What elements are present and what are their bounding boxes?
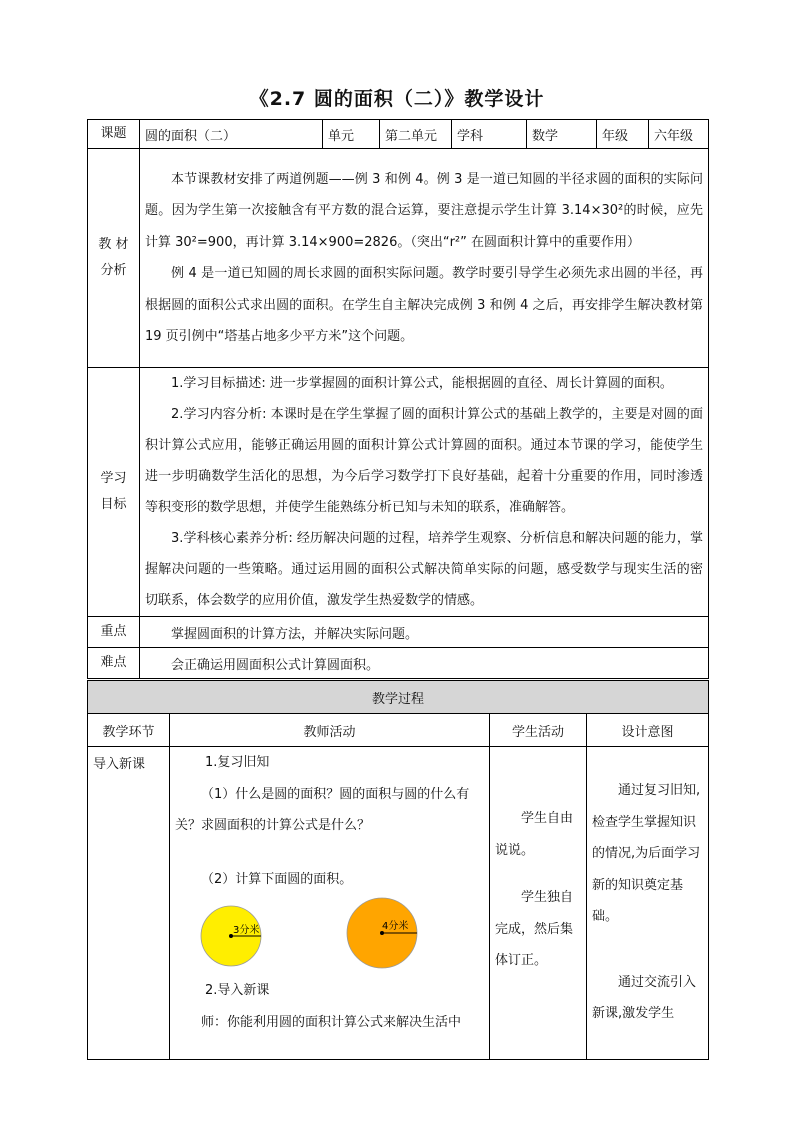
topic-label: 课题: [88, 120, 140, 149]
difficulty-text: 会正确运用圆面积公式计算圆面积。: [140, 648, 709, 679]
col-stage: 教学环节: [88, 714, 170, 747]
student-activity-2: 学生独自完成，然后集体订正。: [495, 890, 574, 968]
subject-label: 学科: [452, 120, 527, 149]
circle1-label: 3分米: [233, 925, 260, 936]
goals-content: [140, 368, 709, 617]
analysis-paragraph-2: 例 4 是一道已知圆的周长求圆的面积实际问题。教学时要引导学生必须先求出圆的半径，再根据圆的面积公式求出圆的面积。在学生自主解决完成例 3 和例 4 之后，再安排学生解决教材第 19 页引例中“塔基占地多少平方米”这个问题。: [145, 266, 703, 344]
student-cell: [490, 747, 587, 1060]
process-title: 教学过程: [88, 681, 709, 714]
process-title-row: [88, 681, 709, 714]
unit-label: 单元: [323, 120, 380, 149]
col-student: 学生活动: [490, 714, 587, 747]
analysis-label-line1: 教 材: [98, 237, 129, 252]
goals-label-line2: 目标: [100, 497, 127, 512]
process-table: [87, 680, 709, 1060]
stage-cell: [88, 747, 170, 1060]
analysis-label: [88, 149, 140, 368]
circle-figures: [175, 895, 484, 975]
info-table: [87, 119, 709, 679]
circle2-label: 4分米: [382, 921, 409, 932]
spacer: [592, 933, 703, 967]
analysis-content: [140, 149, 709, 368]
key-point-label: 重点: [88, 617, 140, 648]
goal-3: 3.学科核心素养分析: 经历解决问题的过程，培养学生观察、分析信息和解决问题的能力，掌握解决问题的一些策略。通过运用圆的面积公式解决简单实际的问题，感受数学与现实生活的密切联系，体会数学的应用价值，激发学生热爱数学的情感。: [145, 531, 703, 608]
goals-row: [88, 368, 709, 617]
grade-label: 年级: [597, 120, 649, 149]
spacer: [592, 747, 703, 775]
difficulty-row: [88, 648, 709, 679]
difficulty-label: 难点: [88, 648, 140, 679]
intent-cell: [587, 747, 709, 1060]
grade-value: 六年级: [649, 120, 709, 149]
student-activity-1: 学生自由说说。: [495, 811, 574, 858]
intent-1: 通过复习旧知,检查学生掌握知识的情况,为后面学习新的知识奠定基础。: [592, 783, 701, 924]
analysis-paragraph-1: 本节课教材安排了两道例题——例 3 和例 4。例 3 是一道已知圆的半径求圆的面积的实际问题。因为学生第一次接触含有平方数的混合运算，要注意提示学生计算 3.14×30²的时候，应先计算 30²=900，再计算 3.14×900=2826。（突出“r²” 在圆面积计算中的重要作用）: [145, 171, 703, 250]
process-header-row: [88, 714, 709, 747]
circles-svg: [175, 895, 475, 975]
teacher-line-1: 1.复习旧知: [205, 755, 270, 770]
topic-value: 圆的面积（二）: [140, 120, 323, 149]
header-row: [88, 120, 709, 149]
col-intent: 设计意图: [587, 714, 709, 747]
teacher-line-3: （2）计算下面圆的面积。: [201, 871, 353, 887]
process-body-row: [88, 747, 709, 1060]
analysis-row: [88, 149, 709, 368]
page-title: 《2.7 圆的面积（二）》教学设计: [249, 88, 545, 110]
key-point-row: [88, 617, 709, 648]
teacher-line-2: （1）什么是圆的面积？圆的面积与圆的什么有关？求圆面积的计算公式是什么？: [175, 786, 470, 833]
teacher-line-5: 师：你能利用圆的面积计算公式来解决生活中: [201, 1014, 462, 1030]
key-point-text: 掌握圆面积的计算方法，并解决实际问题。: [140, 617, 709, 648]
goal-2: 2.学习内容分析: 本课时是在学生掌握了圆的面积计算公式的基础上教学的，主要是对圆的面积计算公式应用，能够正确运用圆的面积计算公式计算圆的面积。通过本节课的学习，能使学生进一步明确数学生活化的思想，为今后学习数学打下良好基础，起着十分重要的作用，同时渗透等积变形的数学思想，并使学生能熟练分析已知与未知的联系，准确解答。: [145, 407, 703, 515]
spacer: [175, 842, 484, 864]
teacher-cell: [170, 747, 490, 1060]
col-teacher: 教师活动: [170, 714, 490, 747]
goals-label: [88, 368, 140, 617]
unit-value: 第二单元: [380, 120, 452, 149]
teacher-line-4: 2.导入新课: [205, 983, 270, 998]
goals-label-line1: 学习: [100, 471, 127, 486]
spacer: [495, 866, 581, 882]
intent-2: 通过交流引入新课,激发学生: [592, 974, 697, 1021]
subject-value: 数学: [527, 120, 597, 149]
stage-name: 导入新课: [93, 757, 146, 772]
spacer: [495, 747, 581, 803]
goal-1: 1.学习目标描述: 进一步掌握圆的面积计算公式，能根据圆的直径、周长计算圆的面积。: [171, 376, 673, 391]
analysis-label-line2: 分析: [100, 263, 127, 278]
